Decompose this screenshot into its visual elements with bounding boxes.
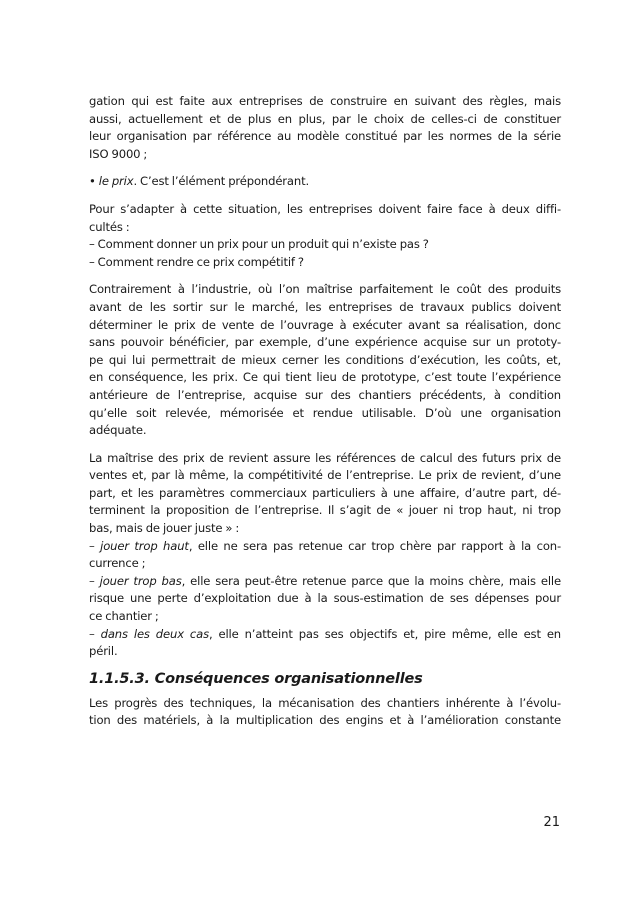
text-line: péril. xyxy=(89,644,118,659)
paragraph-difficultes xyxy=(89,201,561,271)
paragraph-iso xyxy=(89,93,561,163)
text-line: leur organisation par référence au modèle constitué par les normes de la série xyxy=(89,129,561,144)
text-line: cultés : xyxy=(89,219,130,234)
page-content xyxy=(89,93,561,740)
text-line: part, et les paramètres commerciaux particuliers à une affaire, d’autre part, dé- xyxy=(89,485,561,500)
section-heading: 1.1.5.3. Conséquences organisationnelles xyxy=(89,670,423,687)
text-line: ce chantier ; xyxy=(89,609,159,624)
list-item-text: , elle ne sera pas retenue car trop chère par rapport à la con- xyxy=(188,538,561,553)
text-line: currence ; xyxy=(89,556,146,571)
text-line: sans pouvoir bénéficier, par exemple, d’une expérience acquise sur un prototy- xyxy=(89,335,561,350)
list-item-trop-bas xyxy=(89,573,561,591)
list-item-deux-cas xyxy=(89,626,561,644)
paragraph-prix-de-revient xyxy=(89,450,561,661)
bullet-icon: • xyxy=(89,174,96,189)
page-number: 21 xyxy=(543,815,560,830)
text-line: Les progrès des techniques, la mécanisation des chantiers inhérente à l’évolu- xyxy=(89,695,561,710)
text-line: tion des matériels, à la multiplication des engins et à l’amélioration constante xyxy=(89,713,561,728)
text-line: Pour s’adapter à cette situation, les entreprises doivent faire face à deux diffi- xyxy=(89,201,561,216)
question-line: – Comment donner un prix pour un produit qui n’existe pas ? xyxy=(89,237,429,252)
paragraph-progres xyxy=(89,695,561,730)
text-line: risque une perte d’exploitation due à la sous-estimation de ses dépenses pour xyxy=(89,591,561,606)
bullet-italic-term: le prix xyxy=(98,174,134,189)
list-item-term: – jouer trop bas xyxy=(89,573,182,588)
list-item-text: , elle sera peut-être retenue parce que la moins chère, mais elle xyxy=(181,573,561,588)
text-line: en conséquence, les prix. Ce qui tient lieu de prototype, c’est toute l’expérience xyxy=(89,370,561,385)
text-line: bas, mais de jouer juste » : xyxy=(89,521,240,536)
text-line: aussi, actuellement et de plus en plus, par le choix de celles-ci de constituer xyxy=(89,111,561,126)
text-line: adéquate. xyxy=(89,423,147,438)
list-item-term: – dans les deux cas xyxy=(89,626,209,641)
text-line: gation qui est faite aux entreprises de construire en suivant des règles, mais xyxy=(89,94,561,108)
bullet-text: . C’est l’élément prépondérant. xyxy=(133,174,310,189)
text-line: pe qui lui permettrait de mieux cerner les conditions d’exécution, les coûts, et, xyxy=(89,352,561,367)
text-line: ISO 9000 ; xyxy=(89,146,148,161)
text-line: qu’elle soit relevée, mémorisée et rendue utilisable. D’où une organisation xyxy=(89,405,561,420)
text-line: La maîtrise des prix de revient assure les références de calcul des futurs prix de xyxy=(89,450,561,465)
text-line: terminent la proposition de l’entreprise. Il s’agit de « jouer ni trop haut, ni trop xyxy=(89,503,561,518)
text-line: antérieure de l’entreprise, acquise sur des chantiers précédents, à condition xyxy=(89,387,561,402)
question-line: – Comment rendre ce prix compétitif ? xyxy=(89,254,304,269)
text-line: déterminer le prix de vente de l’ouvrage à exécuter avant sa réalisation, donc xyxy=(89,317,561,332)
text-line: ventes et, par là même, la compétitivité de l’entreprise. Le prix de revient, d’une xyxy=(89,468,561,483)
text-line: avant de les sortir sur le marché, les entreprises de travaux publics doivent xyxy=(89,299,561,314)
list-item-term: – jouer trop haut xyxy=(89,538,189,553)
list-item-text: , elle n’atteint pas ses objectifs et, pire même, elle est en xyxy=(208,626,562,641)
list-item-trop-haut xyxy=(89,538,561,556)
bullet-item-prix xyxy=(89,173,561,191)
paragraph-industrie xyxy=(89,281,561,439)
text-line: Contrairement à l’industrie, où l’on maîtrise parfaitement le coût des produits xyxy=(89,282,561,297)
